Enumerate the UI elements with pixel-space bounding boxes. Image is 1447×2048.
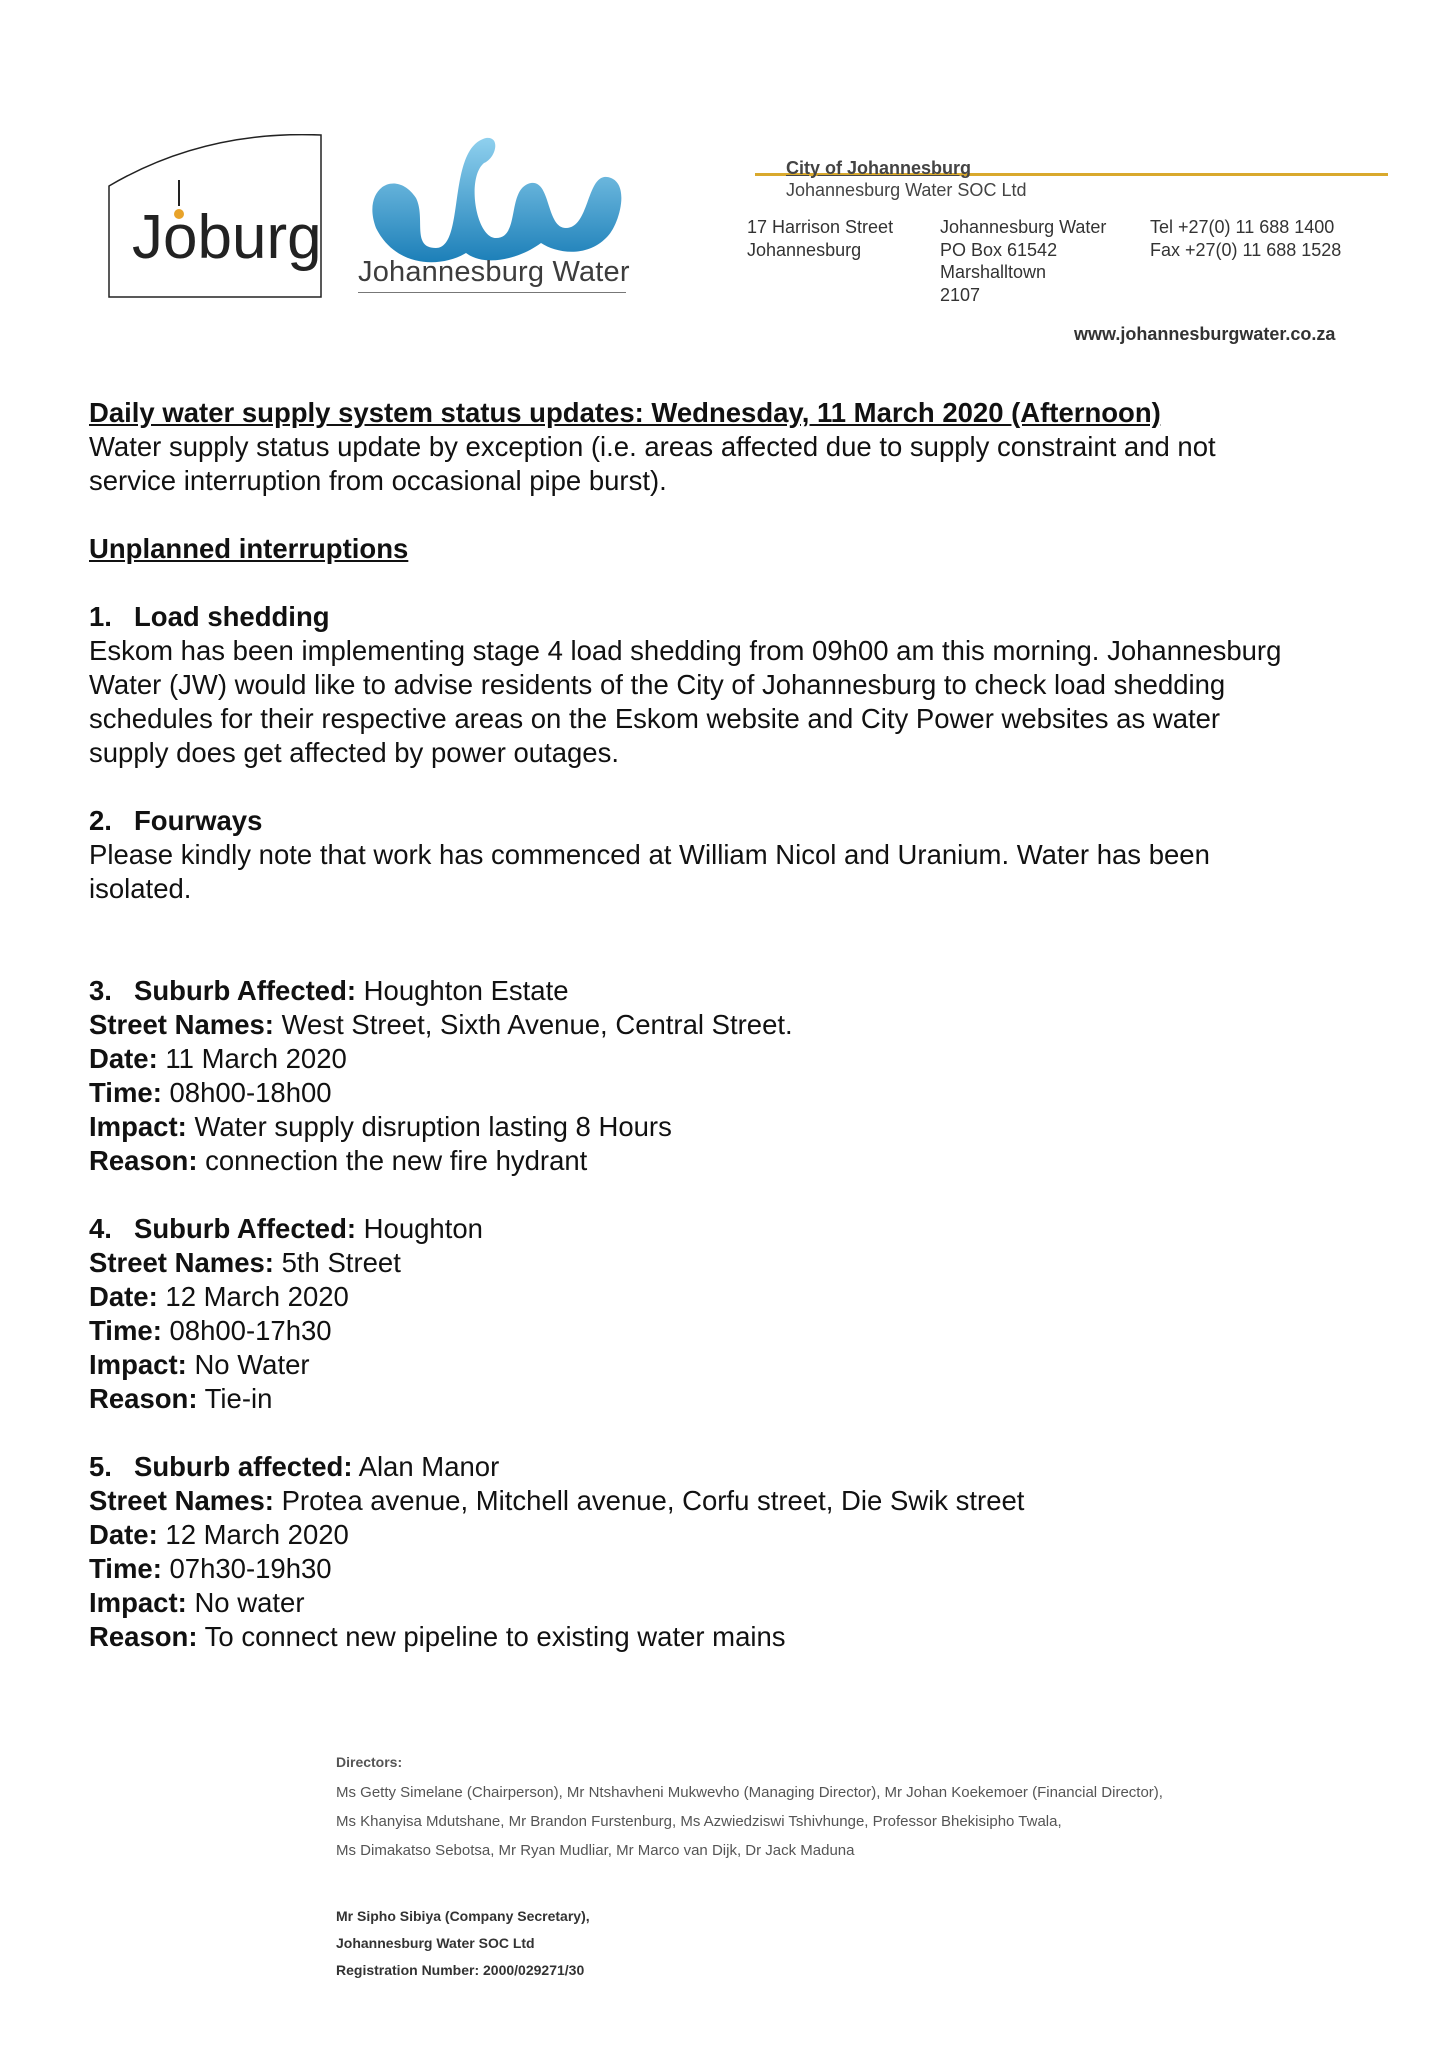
section-heading: Unplanned interruptions bbox=[89, 533, 409, 564]
website-link[interactable]: www.johannesburgwater.co.za bbox=[1074, 324, 1336, 344]
item-2-heading: 2. Fourways bbox=[89, 805, 263, 836]
directors-line: Ms Dimakatso Sebotsa, Mr Ryan Mudliar, Mr Marco van Dijk, Dr Jack Maduna bbox=[336, 1842, 855, 1859]
item-1-heading: 1. Load shedding bbox=[89, 601, 330, 632]
address-line: PO Box 61542 bbox=[940, 239, 1058, 260]
item-3-suburb: 3. Suburb Affected: Houghton Estate bbox=[89, 975, 569, 1006]
item-5-date: Date: 12 March 2020 bbox=[89, 1519, 349, 1550]
item-1-line: supply does get affected by power outages. bbox=[89, 737, 619, 768]
item-5-reason: Reason: To connect new pipeline to existing water mains bbox=[89, 1621, 786, 1652]
jw-logo-underline bbox=[358, 292, 626, 293]
item-5-streets: Street Names: Protea avenue, Mitchell avenue, Corfu street, Die Swik street bbox=[89, 1485, 1025, 1516]
item-3-streets: Street Names: West Street, Sixth Avenue, Central Street. bbox=[89, 1009, 793, 1040]
item-3-impact: Impact: Water supply disruption lasting 8 Hours bbox=[89, 1111, 672, 1142]
company-name: Johannesburg Water SOC Ltd bbox=[336, 1935, 535, 1951]
item-1-line: Water (JW) would like to advise residents of the City of Johannesburg to check load shedding bbox=[89, 669, 1226, 700]
item-1-line: schedules for their respective areas on the Eskom website and City Power websites as water bbox=[89, 703, 1221, 734]
item-2-line: isolated. bbox=[89, 873, 192, 904]
directors-line: Ms Getty Simelane (Chairperson), Mr Ntshavheni Mukwevho (Managing Director), Mr Johan Koekemoer (Financial Director), bbox=[336, 1784, 1163, 1801]
intro-line: Water supply status update by exception (i.e. areas affected due to supply constraint and not bbox=[89, 431, 1216, 462]
document-title: Daily water supply system status updates: Wednesday, 11 March 2020 (Afternoon) bbox=[89, 397, 1161, 428]
document-body bbox=[89, 396, 1379, 1654]
item-3-date: Date: 11 March 2020 bbox=[89, 1043, 347, 1074]
address-line: Johannesburg bbox=[747, 239, 862, 260]
item-4-streets: Street Names: 5th Street bbox=[89, 1247, 401, 1278]
phone-number: Tel +27(0) 11 688 1400 bbox=[1150, 217, 1335, 237]
address-street bbox=[747, 216, 893, 261]
joburg-logo bbox=[108, 134, 324, 298]
joburg-logo-text: Joburg bbox=[132, 203, 322, 272]
intro-line: service interruption from occasional pipe burst). bbox=[89, 465, 667, 496]
item-5-suburb: 5. Suburb affected: Alan Manor bbox=[89, 1451, 500, 1482]
item-4-time: Time: 08h00-17h30 bbox=[89, 1315, 332, 1346]
registration-number: Registration Number: 2000/029271/30 bbox=[336, 1962, 585, 1978]
address-line: Marshalltown bbox=[940, 262, 1047, 282]
item-1-line: Eskom has been implementing stage 4 load shedding from 09h00 am this morning. Johannesburg bbox=[89, 635, 1282, 666]
item-2-line: Please kindly note that work has commenced at William Nicol and Uranium. Water has been bbox=[89, 839, 1210, 870]
directors-block bbox=[336, 1754, 1163, 1865]
org-sub: Johannesburg Water SOC Ltd bbox=[786, 180, 1027, 200]
item-4-reason: Reason: Tie-in bbox=[89, 1383, 273, 1414]
item-5-time: Time: 07h30-19h30 bbox=[89, 1553, 332, 1584]
org-name: City of Johannesburg bbox=[786, 158, 972, 178]
item-5-impact: Impact: No water bbox=[89, 1587, 305, 1618]
address-line: 2107 bbox=[940, 284, 981, 305]
jw-logo-name: Johannesburg Water bbox=[358, 256, 630, 288]
directors-line: Ms Khanyisa Mdutshane, Mr Brandon Furstenburg, Ms Azwiedziswi Tshivhunge, Professor Bhekisipho Twala, bbox=[336, 1813, 1062, 1830]
company-secretary: Mr Sipho Sibiya (Company Secretary), bbox=[336, 1908, 590, 1924]
item-3-reason: Reason: connection the new fire hydrant bbox=[89, 1145, 588, 1176]
address-line: Johannesburg Water bbox=[940, 217, 1107, 237]
directors-label: Directors: bbox=[336, 1754, 403, 1770]
item-4-impact: Impact: No Water bbox=[89, 1349, 310, 1380]
company-info bbox=[336, 1903, 590, 1984]
address-line: 17 Harrison Street bbox=[747, 217, 894, 237]
item-3-time: Time: 08h00-18h00 bbox=[89, 1077, 332, 1108]
item-4-date: Date: 12 March 2020 bbox=[89, 1281, 349, 1312]
address-postal bbox=[940, 216, 1106, 306]
item-4-suburb: 4. Suburb Affected: Houghton bbox=[89, 1213, 483, 1244]
fax-number: Fax +27(0) 11 688 1528 bbox=[1150, 239, 1342, 260]
contact-block bbox=[1150, 216, 1341, 261]
